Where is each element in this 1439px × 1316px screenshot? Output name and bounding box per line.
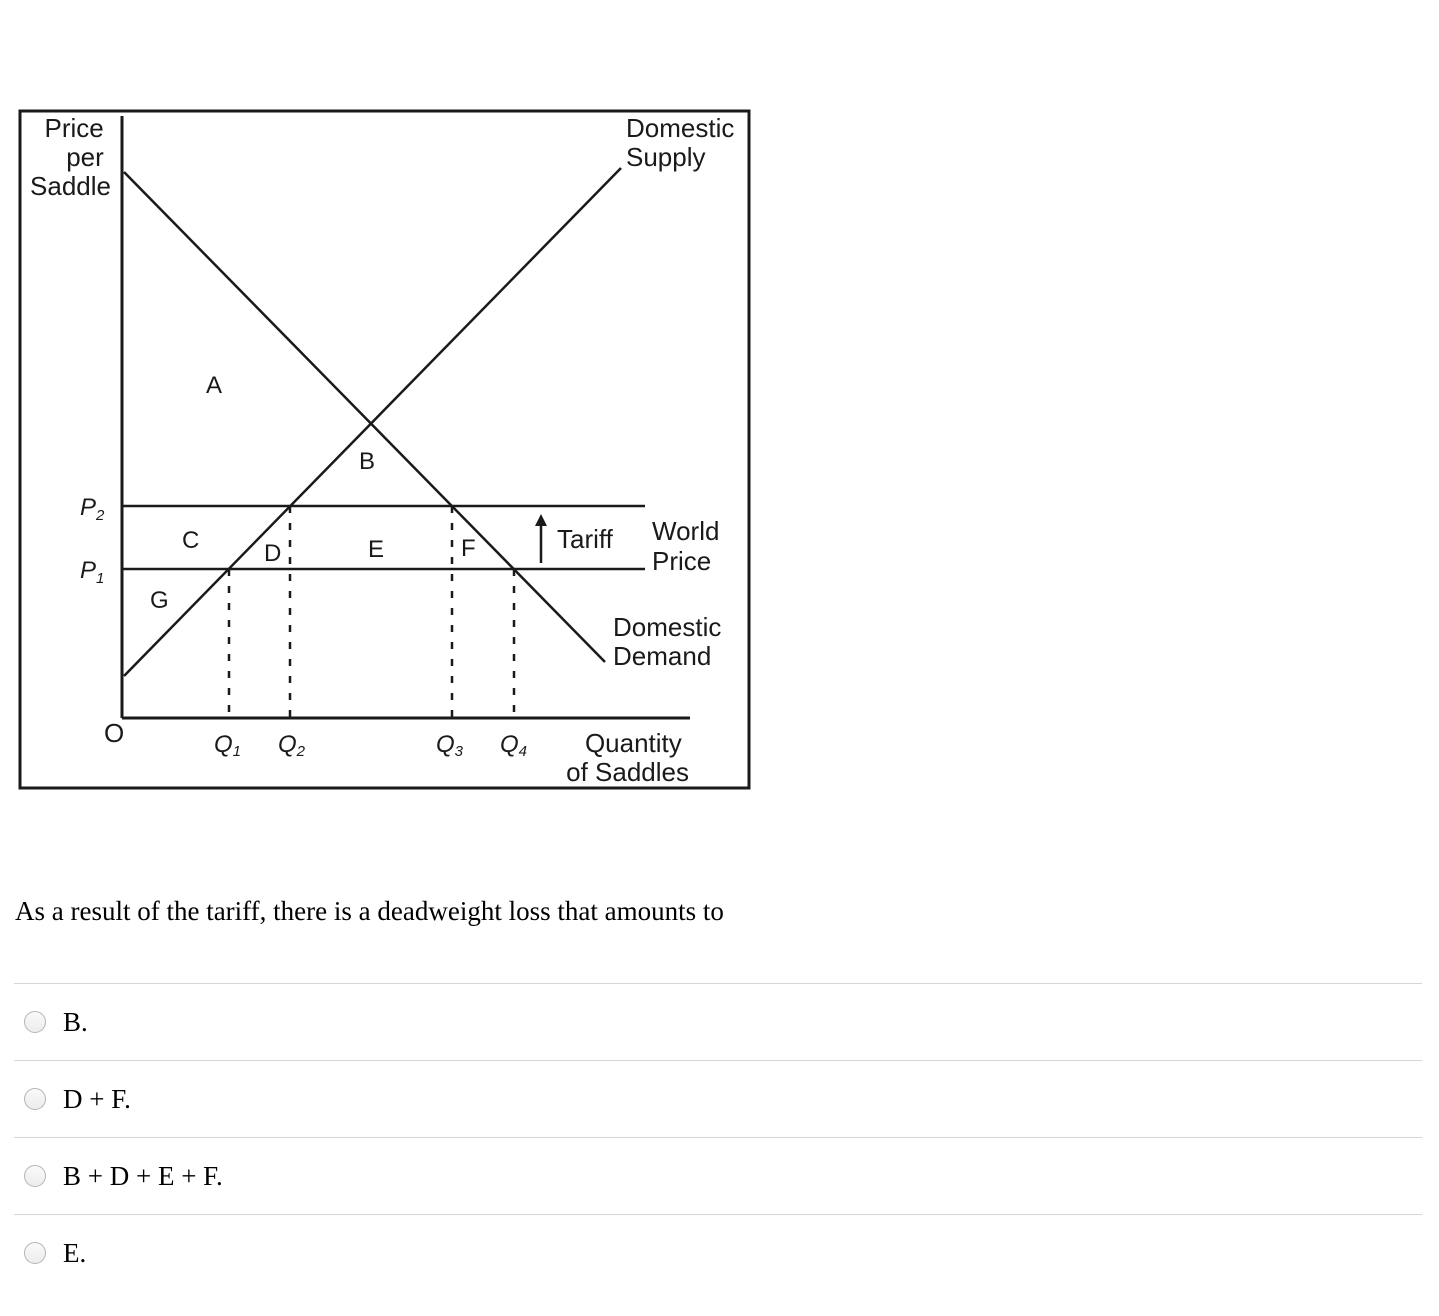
region-e: E: [368, 536, 385, 563]
radio-button[interactable]: [24, 1011, 46, 1033]
demand-label-line: Domestic: [613, 612, 722, 642]
supply-label-line: Domestic: [626, 113, 735, 143]
region-d: D: [264, 540, 282, 567]
y-axis-label-line: Price: [44, 113, 104, 143]
x-axis-label-line: Quantity: [584, 728, 682, 758]
x-axis-label-line: of Saddles: [566, 757, 689, 787]
region-f: F: [461, 535, 476, 562]
region-b: B: [359, 448, 376, 475]
world-price-label-line: World: [652, 516, 720, 546]
x-axis-label: [566, 728, 689, 787]
answer-choice-1[interactable]: [14, 983, 1422, 1060]
radio-button[interactable]: [24, 1165, 46, 1187]
world-price-label-line: Price: [652, 546, 712, 576]
quantity-tick-q4: [500, 731, 527, 760]
world-price-label: [652, 516, 727, 576]
region-c: C: [182, 527, 200, 554]
origin-label: O: [104, 718, 125, 748]
price-tick-sub: 1: [96, 570, 105, 587]
supply-label: [626, 113, 742, 172]
quantity-tick-main: Q: [214, 731, 233, 758]
tariff-graph: [0, 0, 760, 800]
price-tick-p2: [80, 494, 105, 524]
quantity-tick-main: Q: [436, 731, 455, 758]
tariff-label: Tariff: [557, 524, 613, 554]
y-axis-label-line: Saddle: [30, 171, 111, 201]
quantity-tick-sub: 4: [518, 743, 528, 760]
answer-choice-label: D + F.: [63, 1083, 131, 1114]
quantity-tick-sub: 2: [296, 743, 306, 760]
quantity-tick-sub: 3: [454, 743, 464, 760]
quantity-tick-q1: [214, 731, 241, 760]
y-axis-label: [30, 113, 111, 201]
price-tick-main: P: [80, 494, 97, 521]
radio-button[interactable]: [24, 1242, 46, 1264]
quantity-tick-q2: [278, 731, 306, 760]
answer-choice-4[interactable]: [14, 1214, 1422, 1291]
radio-button[interactable]: [24, 1088, 46, 1110]
demand-label-line: Demand: [613, 641, 712, 671]
answer-choice-label: B + D + E + F.: [63, 1160, 223, 1191]
tariff-arrowhead: [535, 514, 547, 526]
quantity-tick-main: Q: [278, 731, 297, 758]
demand-curve: [124, 172, 605, 662]
answer-choices: [14, 983, 1422, 1291]
answer-choice-2[interactable]: [14, 1060, 1422, 1137]
graph-frame: [20, 111, 749, 788]
answer-choice-3[interactable]: [14, 1137, 1422, 1214]
supply-curve: [124, 168, 621, 676]
quantity-tick-main: Q: [500, 731, 519, 758]
supply-label-line: Supply: [626, 142, 706, 172]
demand-label: [613, 612, 729, 671]
answer-choice-label: E.: [63, 1237, 87, 1268]
y-axis-label-line: per: [66, 142, 104, 172]
question-text: As a result of the tariff, there is a deadweight loss that amounts to: [15, 896, 724, 926]
quantity-tick-q3: [436, 731, 464, 760]
region-a: A: [206, 372, 223, 399]
price-tick-main: P: [80, 557, 97, 584]
quantity-tick-sub: 1: [232, 743, 242, 760]
price-tick-p1: [80, 557, 104, 587]
price-tick-sub: 2: [96, 507, 105, 524]
region-g: G: [150, 587, 169, 614]
answer-choice-label: B.: [63, 1006, 88, 1037]
